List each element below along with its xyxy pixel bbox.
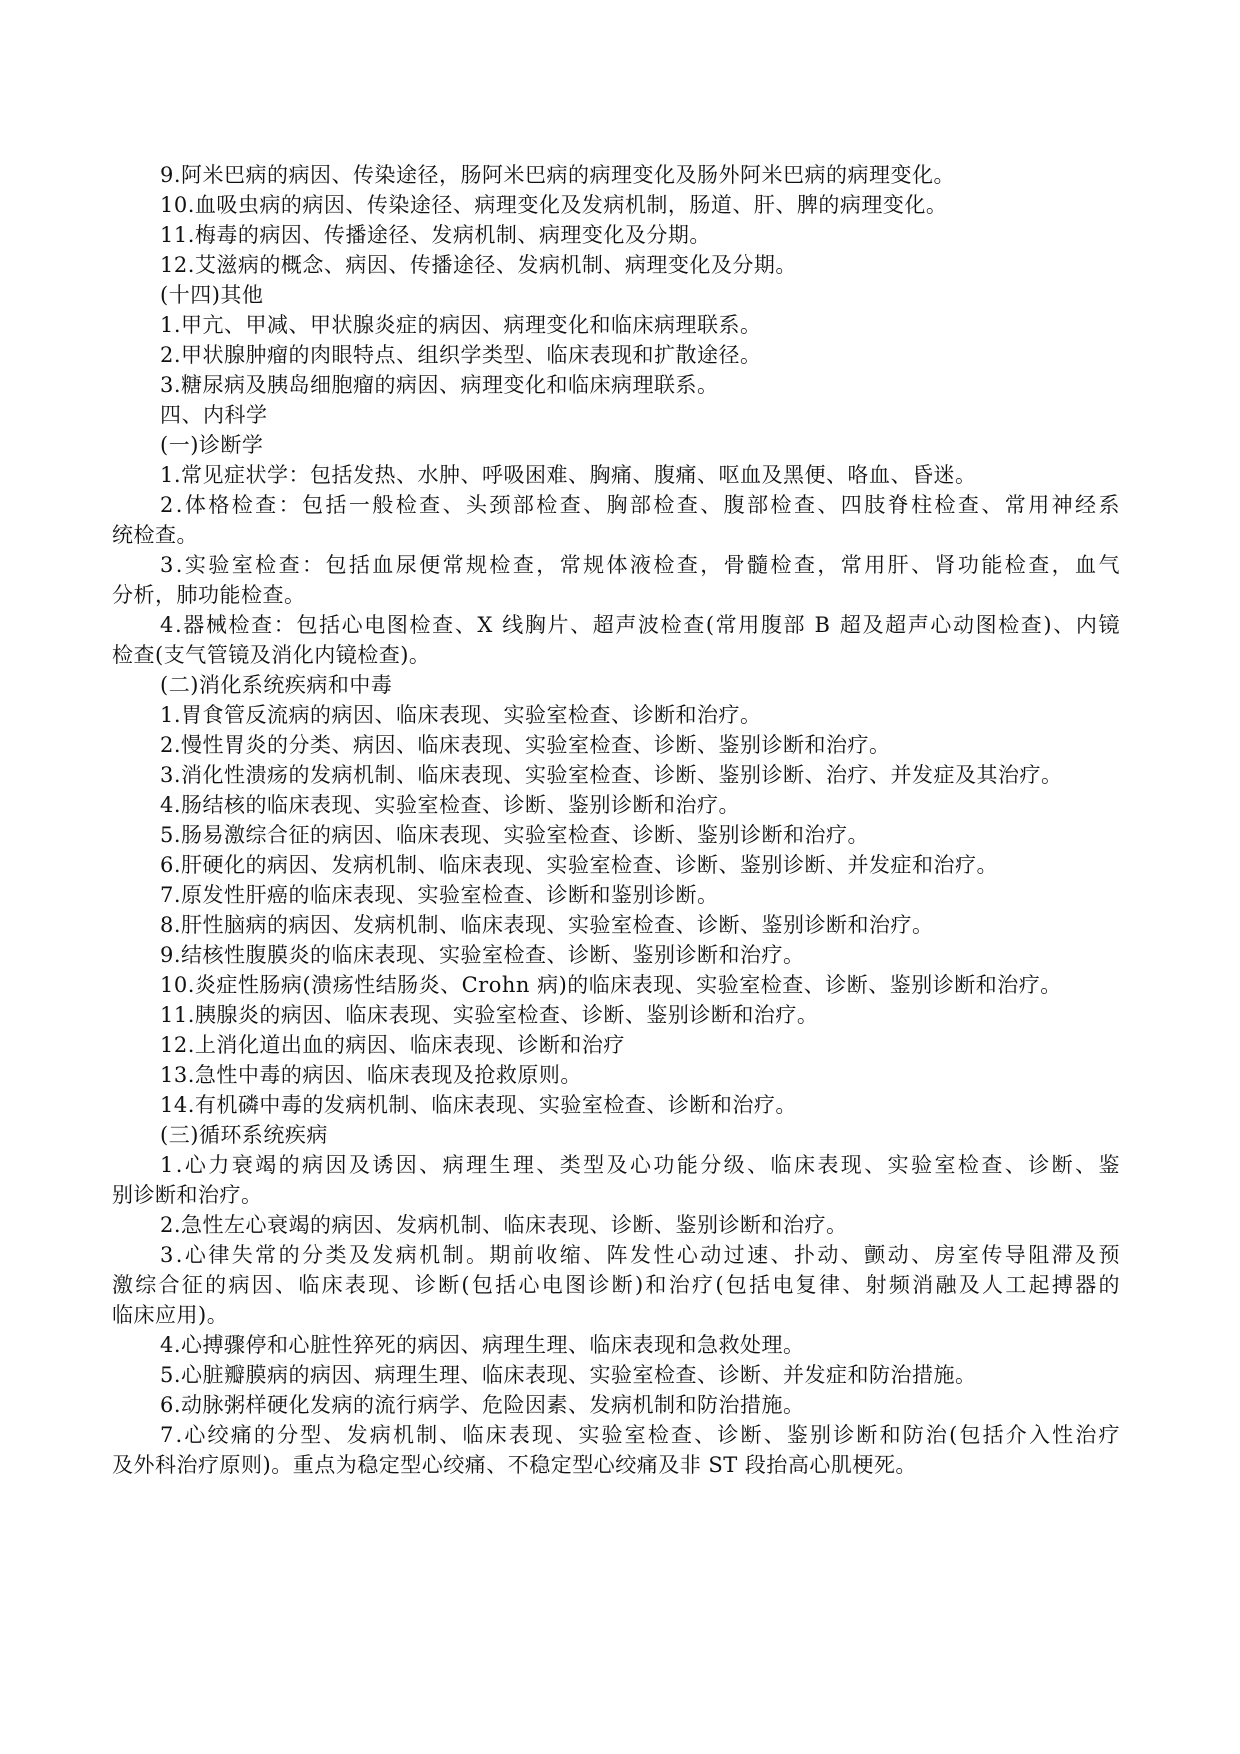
- text-line: [0, 940, 1240, 970]
- text-line-content: 3.糖尿病及胰岛细胞瘤的病因、病理变化和临床病理联系。: [160, 373, 719, 397]
- text-line: [0, 670, 1240, 700]
- text-line: [0, 1390, 1240, 1420]
- text-line: [0, 1150, 1240, 1180]
- text-line-content: 11.胰腺炎的病因、临床表现、实验室检查、诊断、鉴别诊断和治疗。: [160, 1003, 819, 1027]
- text-line: [0, 400, 1240, 430]
- text-line: [0, 760, 1240, 790]
- text-line: [0, 1270, 1240, 1300]
- text-line-content: 分析，肺功能检查。: [112, 583, 306, 607]
- text-line-content: 7.心绞痛的分型、发病机制、临床表现、实验室检查、诊断、鉴别诊断和防治(包括介入性治疗: [160, 1423, 1122, 1447]
- text-line: [0, 1120, 1240, 1150]
- text-line-content: (十四)其他: [160, 283, 264, 307]
- text-line-content: 4.器械检查：包括心电图检查、X 线胸片、超声波检查(常用腹部 B 超及超声心动图检查)、内镜: [160, 613, 1122, 637]
- text-line-content: 四、内科学: [160, 403, 268, 427]
- text-line: [0, 430, 1240, 460]
- text-line-content: 3.心律失常的分类及发病机制。期前收缩、阵发性心动过速、扑动、颤动、房室传导阻滞及预: [160, 1243, 1122, 1267]
- text-line: [0, 190, 1240, 220]
- text-line-content: 10.血吸虫病的病因、传染途径、病理变化及发病机制，肠道、肝、脾的病理变化。: [160, 193, 948, 217]
- text-line-content: 统检查。: [112, 523, 198, 547]
- text-line: [0, 370, 1240, 400]
- text-line: [0, 1030, 1240, 1060]
- text-line-content: 12.艾滋病的概念、病因、传播途径、发病机制、病理变化及分期。: [160, 253, 797, 277]
- text-line: [0, 1090, 1240, 1120]
- text-line: [0, 640, 1240, 670]
- text-line: [0, 1060, 1240, 1090]
- text-line-content: (一)诊断学: [160, 433, 264, 457]
- text-line: [0, 220, 1240, 250]
- text-line-content: 2.甲状腺肿瘤的肉眼特点、组织学类型、临床表现和扩散途径。: [160, 343, 762, 367]
- text-line-content: 1.心力衰竭的病因及诱因、病理生理、类型及心功能分级、临床表现、实验室检查、诊断、鉴: [160, 1153, 1122, 1177]
- text-line: [0, 580, 1240, 610]
- text-line: [0, 280, 1240, 310]
- text-line: [0, 850, 1240, 880]
- text-line: [0, 160, 1240, 190]
- text-line-content: 5.心脏瓣膜病的病因、病理生理、临床表现、实验室检查、诊断、并发症和防治措施。: [160, 1363, 977, 1387]
- text-line-content: 8.肝性脑病的病因、发病机制、临床表现、实验室检查、诊断、鉴别诊断和治疗。: [160, 913, 934, 937]
- text-line: [0, 310, 1240, 340]
- text-line-content: 临床应用)。: [112, 1303, 229, 1327]
- text-line-content: 1.胃食管反流病的病因、临床表现、实验室检查、诊断和治疗。: [160, 703, 762, 727]
- text-line-content: (二)消化系统疾病和中毒: [160, 673, 393, 697]
- text-line: [0, 1000, 1240, 1030]
- text-line-content: 13.急性中毒的病因、临床表现及抢救原则。: [160, 1063, 582, 1087]
- text-line-content: 激综合征的病因、临床表现、诊断(包括心电图诊断)和治疗(包括电复律、射频消融及人工起搏器的: [112, 1273, 1122, 1297]
- text-line: [0, 610, 1240, 640]
- text-line: [0, 250, 1240, 280]
- text-line-content: 4.心搏骤停和心脏性猝死的病因、病理生理、临床表现和急救处理。: [160, 1333, 805, 1357]
- text-line: [0, 1360, 1240, 1390]
- text-line-content: 10.炎症性肠病(溃疡性结肠炎、Crohn 病)的临床表现、实验室检查、诊断、鉴别诊断和治疗。: [160, 973, 1062, 997]
- text-line-content: 14.有机磷中毒的发病机制、临床表现、实验室检查、诊断和治疗。: [160, 1093, 797, 1117]
- text-line-content: 7.原发性肝癌的临床表现、实验室检查、诊断和鉴别诊断。: [160, 883, 719, 907]
- text-line-content: 及外科治疗原则)。重点为稳定型心绞痛、不稳定型心绞痛及非 ST 段抬高心肌梗死。: [112, 1453, 917, 1477]
- text-line: [0, 550, 1240, 580]
- text-line-content: 别诊断和治疗。: [112, 1183, 263, 1207]
- text-line: [0, 490, 1240, 520]
- text-line-content: 12.上消化道出血的病因、临床表现、诊断和治疗: [160, 1033, 625, 1057]
- text-line-content: 5.肠易激综合征的病因、临床表现、实验室检查、诊断、鉴别诊断和治疗。: [160, 823, 870, 847]
- text-line: [0, 1330, 1240, 1360]
- text-line-content: 1.常见症状学：包括发热、水肿、呼吸困难、胸痛、腹痛、呕血及黑便、咯血、昏迷。: [160, 463, 977, 487]
- text-line-content: 9.阿米巴病的病因、传染途径，肠阿米巴病的病理变化及肠外阿米巴病的病理变化。: [160, 163, 956, 187]
- text-line: [0, 1210, 1240, 1240]
- text-line: [0, 820, 1240, 850]
- text-line: [0, 1180, 1240, 1210]
- text-line: [0, 790, 1240, 820]
- text-line-content: (三)循环系统疾病: [160, 1123, 328, 1147]
- text-line: [0, 520, 1240, 550]
- text-line: [0, 340, 1240, 370]
- text-line-content: 2.慢性胃炎的分类、病因、临床表现、实验室检查、诊断、鉴别诊断和治疗。: [160, 733, 891, 757]
- text-line: [0, 1300, 1240, 1330]
- text-line-content: 4.肠结核的临床表现、实验室检查、诊断、鉴别诊断和治疗。: [160, 793, 741, 817]
- text-line-content: 3.实验室检查：包括血尿便常规检查，常规体液检查，骨髓检查，常用肝、肾功能检查，血气: [160, 553, 1122, 577]
- text-line-content: 3.消化性溃疡的发病机制、临床表现、实验室检查、诊断、鉴别诊断、治疗、并发症及其治疗。: [160, 763, 1063, 787]
- text-line: [0, 1240, 1240, 1270]
- text-line-content: 检查(支气管镜及消化内镜检查)。: [112, 643, 431, 667]
- text-line-content: 11.梅毒的病因、传播途径、发病机制、病理变化及分期。: [160, 223, 711, 247]
- text-line: [0, 730, 1240, 760]
- text-line-content: 6.动脉粥样硬化发病的流行病学、危险因素、发病机制和防治措施。: [160, 1393, 805, 1417]
- text-line: [0, 1420, 1240, 1450]
- text-line: [0, 700, 1240, 730]
- text-line: [0, 1450, 1240, 1480]
- text-line-content: 6.肝硬化的病因、发病机制、临床表现、实验室检查、诊断、鉴别诊断、并发症和治疗。: [160, 853, 999, 877]
- text-line: [0, 910, 1240, 940]
- text-line: [0, 460, 1240, 490]
- text-line-content: 2.体格检查：包括一般检查、头颈部检查、胸部检查、腹部检查、四肢脊柱检查、常用神经系: [160, 493, 1122, 517]
- text-line: [0, 880, 1240, 910]
- text-line-content: 2.急性左心衰竭的病因、发病机制、临床表现、诊断、鉴别诊断和治疗。: [160, 1213, 848, 1237]
- text-line-content: 9.结核性腹膜炎的临床表现、实验室检查、诊断、鉴别诊断和治疗。: [160, 943, 805, 967]
- text-line: [0, 970, 1240, 1000]
- text-line-content: 1.甲亢、甲减、甲状腺炎症的病因、病理变化和临床病理联系。: [160, 313, 762, 337]
